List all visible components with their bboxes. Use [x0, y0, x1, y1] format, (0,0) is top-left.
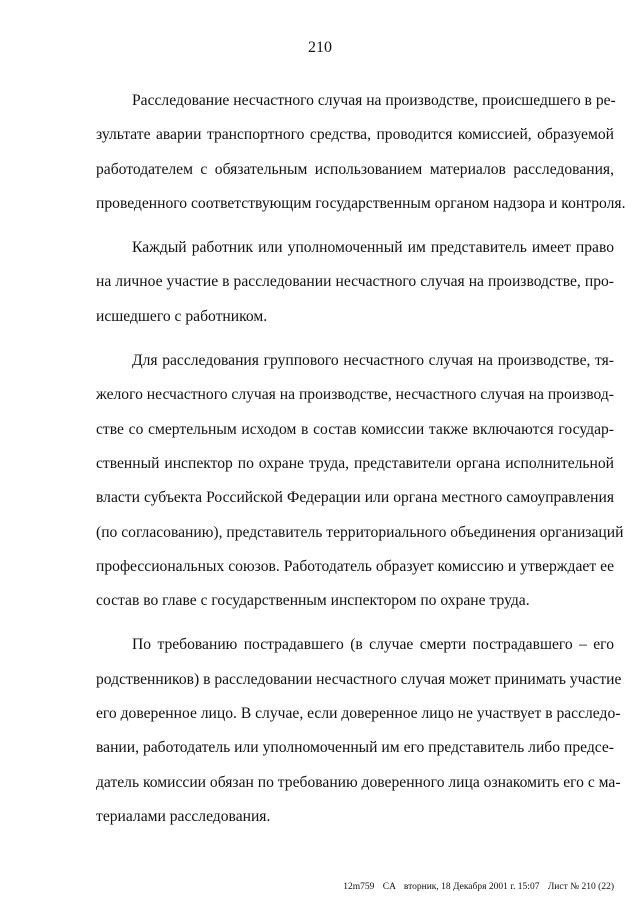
print-footer — [337, 881, 614, 893]
text-line: на личное участие в расследовании несчастного случая на производстве, про- — [96, 273, 614, 291]
footer-datetime: вторник, 18 Декабря 2001 г. 15:07 — [403, 882, 540, 892]
text-line: профессиональных союзов. Работодатель образует комиссию и утверждает ее — [96, 557, 614, 575]
text-line: По требованию пострадавшего (в случае смерти пострадавшего – его — [132, 636, 614, 654]
text-line: Расследование несчастного случая на производстве, происшедшего в ре- — [132, 92, 616, 109]
text-line: работодателем с обязательным использованием материалов расследования, — [96, 160, 614, 178]
text-line: (по согласованию), представитель территориального объединения организаций — [96, 523, 624, 541]
paragraph-4 — [96, 628, 622, 834]
paragraph-1 — [96, 84, 626, 221]
text-line: исшедшего с работником. — [96, 307, 268, 325]
text-line: желого несчастного случая на производстве, несчастного случая на производ- — [96, 386, 614, 404]
text-line: зультате аварии транспортного средства, проводится комиссией, образуемой — [96, 126, 614, 144]
page-number: 210 — [308, 39, 332, 56]
text-line: его доверенное лицо. В случае, если доверенное лицо не участвует в расследо- — [96, 705, 621, 723]
text-line: стве со смертельным исходом в состав комиссии также включаются государ- — [96, 420, 614, 438]
text-line: датель комиссии обязан по требованию доверенного лица ознакомить его с ма- — [96, 773, 621, 791]
paragraph-2 — [96, 231, 614, 334]
text-line: ственный инспектор по охране труда, представители органа исполнительной — [96, 454, 614, 472]
footer-author: CA — [382, 882, 396, 892]
text-line: Каждый работник или уполномоченный им представитель имеет право — [132, 239, 614, 257]
body-text — [96, 84, 626, 844]
text-line: Для расследования группового несчастного случая на производстве, тя- — [132, 352, 614, 370]
paragraph-3 — [96, 344, 624, 618]
footer-sheet: Лист № 210 (22) — [547, 882, 614, 892]
text-line: вании, работодатель или уполномоченный им его представитель либо предсе- — [96, 739, 614, 757]
text-line: состав во главе с государственным инспектором по охране труда. — [96, 592, 530, 610]
text-line: териалами расследования. — [96, 807, 271, 825]
text-line: власти субъекта Российской Федерации или органа местного самоуправления — [96, 489, 614, 507]
text-line: родственников) в расследовании несчастного случая может принимать участие — [96, 670, 622, 688]
text-line: проведенного соответствующим государственным органом надзора и контроля. — [96, 194, 626, 212]
footer-doc-id: 12m759 — [343, 882, 375, 892]
